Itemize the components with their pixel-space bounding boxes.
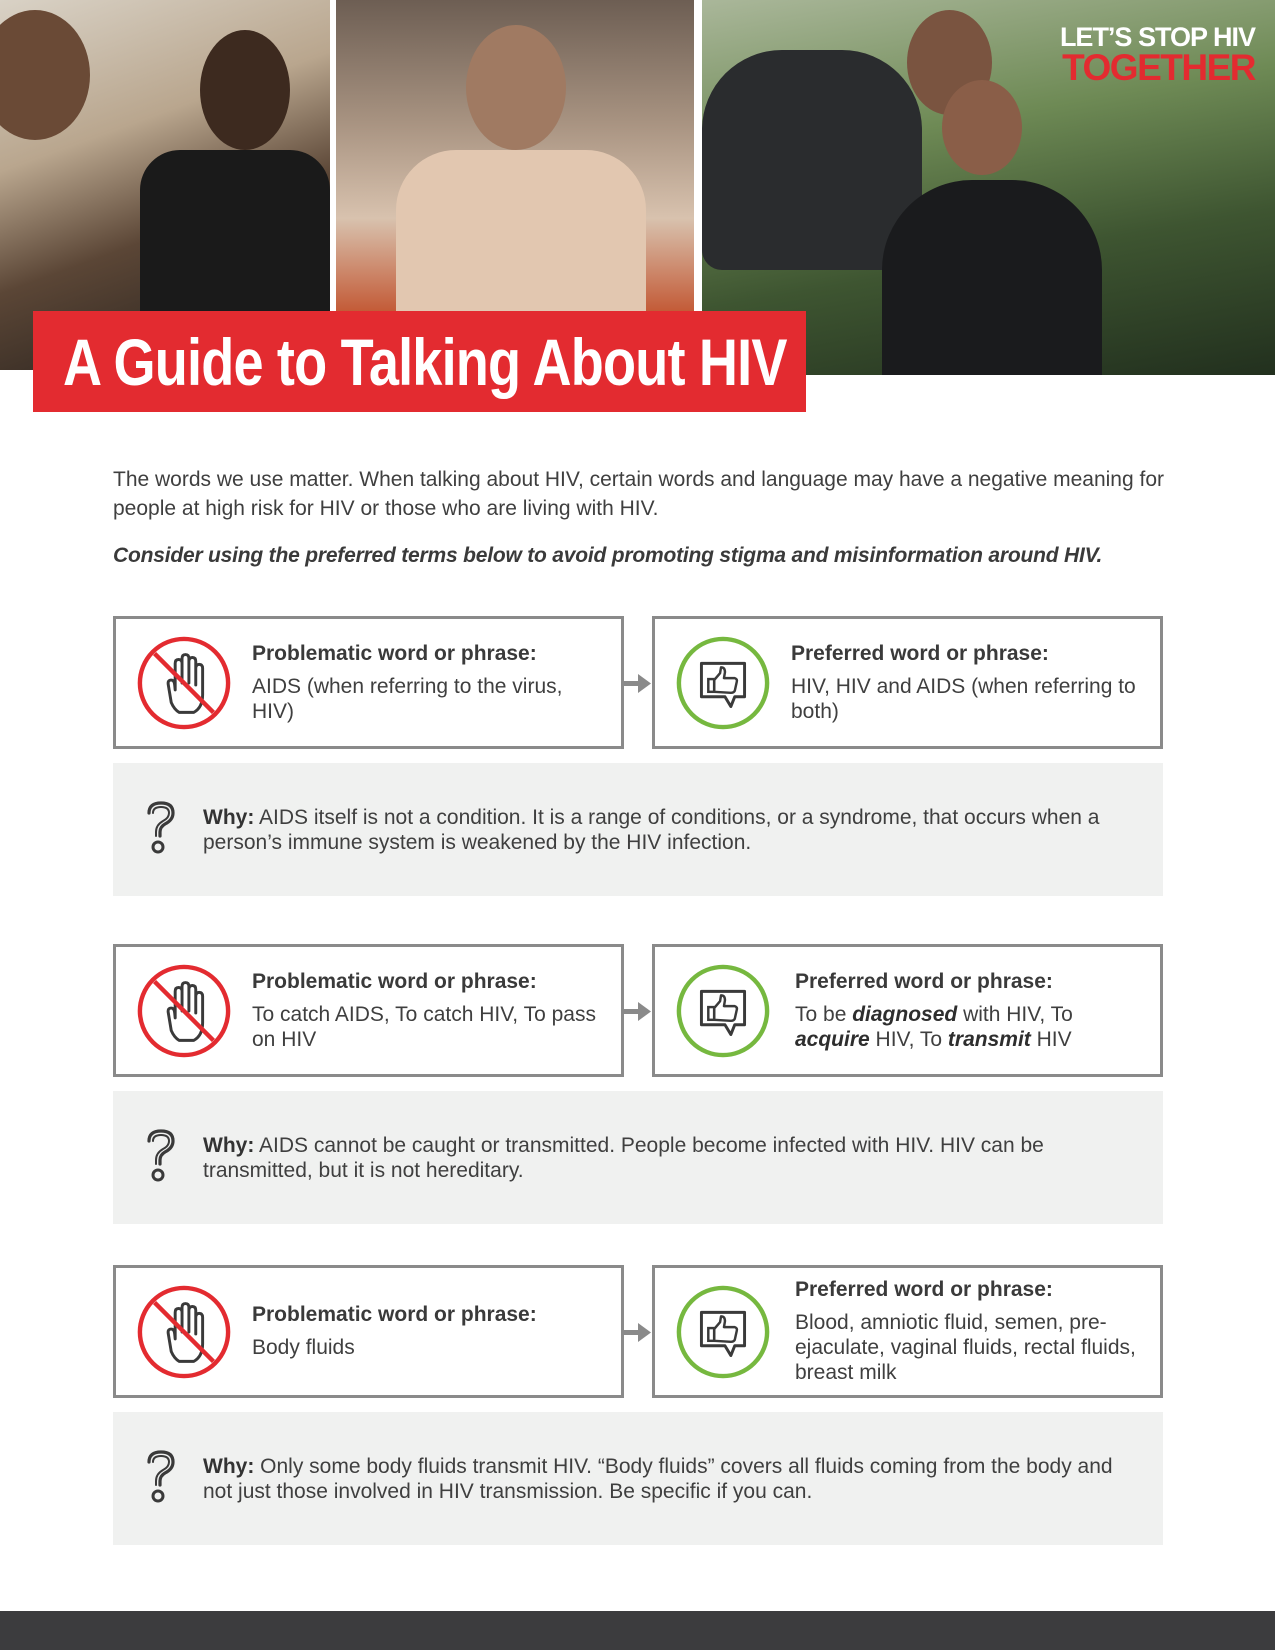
- preferred-heading: Preferred word or phrase:: [795, 969, 1053, 993]
- why-panel-1: [113, 763, 1163, 896]
- problematic-heading: Problematic word or phrase:: [252, 1303, 537, 1326]
- preferred-heading: Preferred word or phrase:: [795, 1278, 1053, 1301]
- intro-paragraph: The words we use matter. When talking about HIV, certain words and language may have a negative meaning for people at high risk for HIV or those who are living with HIV.: [113, 468, 1164, 520]
- problematic-text: Body fluids: [252, 1336, 355, 1359]
- why-body: AIDS cannot be caught or transmitted. People become infected with HIV. HIV can be transmitted, but it is not hereditary.: [203, 1133, 1044, 1182]
- why-label: Why:: [203, 1454, 255, 1478]
- problematic-box-1: [113, 616, 624, 749]
- why-label: Why:: [203, 805, 255, 829]
- footer-bar: [0, 1611, 1275, 1650]
- why-text: [203, 1454, 1123, 1504]
- arrow-right-icon: [624, 673, 652, 693]
- preferred-box-2: [652, 944, 1163, 1077]
- why-body: AIDS itself is not a condition. It is a range of conditions, or a syndrome, that occurs when a person’s immune system is weakened by the HIV infection.: [203, 805, 1100, 854]
- problematic-box-3: [113, 1265, 624, 1398]
- problematic-text: AIDS (when referring to the virus, HIV): [252, 674, 563, 723]
- why-panel-2: [113, 1091, 1163, 1224]
- why-panel-3: [113, 1412, 1163, 1545]
- page-title: A Guide to Talking About HIV: [63, 324, 787, 399]
- preferred-heading: Preferred word or phrase:: [791, 641, 1049, 665]
- why-text: [203, 1133, 1123, 1183]
- thumbs-up-icon: [674, 1283, 772, 1381]
- preferred-text: Blood, amniotic fluid, semen, pre-ejaculate, vaginal fluids, rectal fluids, breast milk: [795, 1311, 1136, 1384]
- question-mark-icon: [143, 799, 179, 855]
- arrow-right-icon: [624, 1322, 652, 1342]
- thumbs-up-icon: [674, 634, 772, 732]
- logo-line1: LET’S STOP HIV: [1059, 22, 1255, 52]
- preferred-box-1: [652, 616, 1163, 749]
- lets-stop-hiv-together-logo: [1035, 24, 1255, 86]
- question-mark-icon: [143, 1448, 179, 1504]
- consider-statement: Consider using the preferred terms below to avoid promoting stigma and misinformation around HIV.: [113, 544, 1103, 567]
- problematic-heading: Problematic word or phrase:: [252, 969, 537, 993]
- why-text: [203, 805, 1123, 855]
- thumbs-up-icon: [674, 962, 772, 1060]
- question-mark-icon: [143, 1127, 179, 1183]
- why-label: Why:: [203, 1133, 255, 1157]
- preferred-box-3: [652, 1265, 1163, 1398]
- no-hand-icon: [135, 1283, 233, 1381]
- title-banner: [33, 311, 806, 412]
- problematic-heading: Problematic word or phrase:: [252, 641, 537, 665]
- header-photo-man-portrait: [336, 0, 694, 312]
- preferred-text: To be diagnosed with HIV, To acquire HIV, To transmit HIV: [795, 1002, 1073, 1051]
- problematic-text: To catch AIDS, To catch HIV, To pass on HIV: [252, 1002, 596, 1051]
- logo-line2: TOGETHER: [1062, 47, 1255, 88]
- why-body: Only some body fluids transmit HIV. “Body fluids” covers all fluids coming from the body and not just those involved in HIV transmission. Be specific if you can.: [203, 1454, 1113, 1503]
- no-hand-icon: [135, 634, 233, 732]
- no-hand-icon: [135, 962, 233, 1060]
- problematic-box-2: [113, 944, 624, 1077]
- arrow-right-icon: [624, 1001, 652, 1021]
- preferred-text: HIV, HIV and AIDS (when referring to both): [791, 674, 1136, 723]
